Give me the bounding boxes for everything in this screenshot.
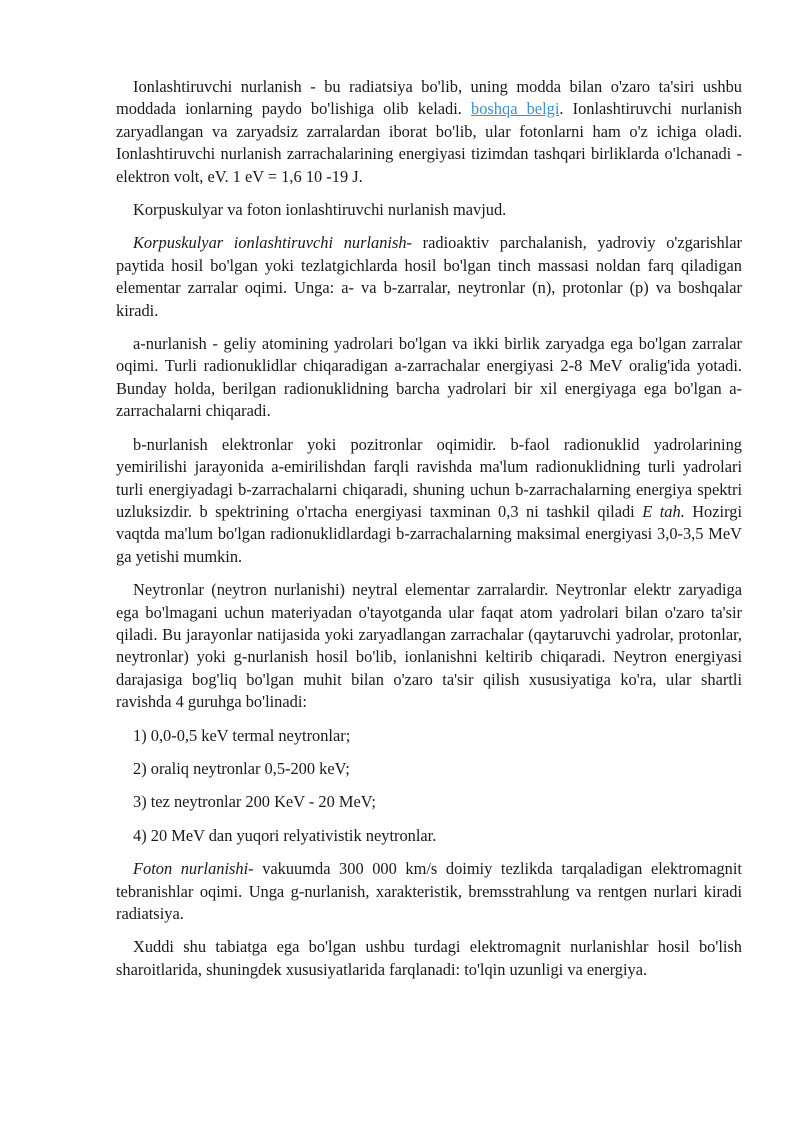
paragraph-corpuscular bbox=[116, 232, 742, 322]
paragraph-types: Korpuskulyar va foton ionlashtiruvchi nurlanish mavjud. bbox=[133, 200, 507, 220]
paragraph-electromagnetic: Xuddi shu tabiatga ega bo'lgan ushbu turdagi elektromagnit nurlanishlar hosil bo'lish sharoitlarida, shuningdek xususiyatlarida farqlanadi: to'lqin uzunligi va energiya. bbox=[116, 937, 742, 979]
paragraph-text: - vakuumda 300 000 km/s doimiy tezlikda tarqaladigan elektromagnit tebranishlar oqimi. Unga g-nurlanish, xarakteristik, bremsstrahlung va rentgen nurlari kiradi radiatsiya. bbox=[116, 859, 742, 923]
paragraph-text: Ionlashtiruvchi nurlanish - bu radiatsiya bo'lib, uning modda bilan o'zaro ta'siri ushbu moddada ionlarning paydo bo'lishiga olib keladi. bbox=[116, 77, 742, 119]
paragraph-text: - radioaktiv parchalanish, yadroviy o'zgarishlar paytida hosil bo'lgan yoki tezlatgichlarda hosil bo'lgan tinch massasi noldan farq qiladigan elementar zarralar oqimi. Unga: a- va b-zarralar, neytronlar (n), protonlar (p) va boshqalar kiradi. bbox=[116, 233, 742, 320]
term-photon: Foton nurlanishi bbox=[133, 859, 249, 879]
paragraph-photon bbox=[116, 858, 742, 925]
other-sign-link[interactable]: boshqa belgi bbox=[471, 99, 560, 119]
list-item: 3) tez neytronlar 200 KeV - 20 MeV; bbox=[133, 792, 376, 812]
list-item: 2) oraliq neytronlar 0,5-200 keV; bbox=[133, 758, 350, 778]
paragraph-alpha: a-nurlanish - geliy atomining yadrolari bo'lgan va ikki birlik zaryadga ega bo'lgan zarralar oqimi. Turli radionuklidlar chiqaradigan a-zarrachalar energiyasi 2-8 MeV oralig'ida yotadi. Bunday holda, berilgan radionuklidning barcha yadrolari bir xil energiyaga ega bo'lgan a-zarrachalarni chiqaradi. bbox=[116, 334, 742, 421]
paragraph-text: . Ionlashtiruvchi nurlanish zaryadlangan va zaryadsiz zarralardan iborat bo'lib, ular fotonlarni ham o'z ichiga oladi. Ionlashtiruvchi nurlanish zarrachalarining energiyasi tizimdan tashqari birliklarda o'lchanadi - elektron volt, eV. 1 eV = 1,6 10 -19 J. bbox=[116, 99, 742, 186]
term-corpuscular: Korpuskulyar ionlashtiruvchi nurlanish bbox=[133, 233, 407, 253]
paragraph-neutrons: Neytronlar (neytron nurlanishi) neytral elementar zarralardir. Neytronlar elektr zaryadiga ega bo'lmagani uchun materiyadan o'tayotganda ular faqat atom yadrolari bilan o'zaro ta'sir qiladi. Bu jarayonlar natijasida yoki zaryadlangan zarrachalar (qaytaruvchi yadrolar, protonlar, neytronlar) yoki g-nurlanish hosil bo'lib, ionlanishni keltirib chiqaradi. Neytron energiyasi darajasiga bog'liq bo'lgan muhit bilan o'zaro ta'sir qilish xususiyatiga ko'ra, ular shartli ravishda 4 guruhga bo'linadi: bbox=[116, 580, 742, 712]
document-body bbox=[116, 76, 742, 981]
paragraph-text: b-nurlanish elektronlar yoki pozitronlar oqimidir. b-faol radionuklid yadrolarining yemirilishi jarayonida a-emirilishdan farqli ravishda ma'lum radionuklidning turli yadrolari turli energiyadagi b-zarrachalarni chiqaradi, shuning uchun b-zarrachalarning energiya spektri uzluksizdir. b spektrining o'rtacha energiyasi taxminan 0,3 ni tashkil qiladi bbox=[116, 434, 742, 521]
term-e-tah: E tah. bbox=[642, 501, 685, 521]
paragraph-text: Hozirgi vaqtda ma'lum bo'lgan radionuklidlardagi b-zarrachalarning maksimal energiyasi 3,0-3,5 MeV ga yetishi mumkin. bbox=[116, 501, 742, 566]
list-item: 1) 0,0-0,5 keV termal neytronlar; bbox=[133, 725, 351, 745]
list-item: 4) 20 MeV dan yuqori relyativistik neytronlar. bbox=[133, 825, 437, 845]
paragraph-beta bbox=[116, 434, 742, 568]
paragraph-ionizing-radiation bbox=[116, 76, 742, 188]
